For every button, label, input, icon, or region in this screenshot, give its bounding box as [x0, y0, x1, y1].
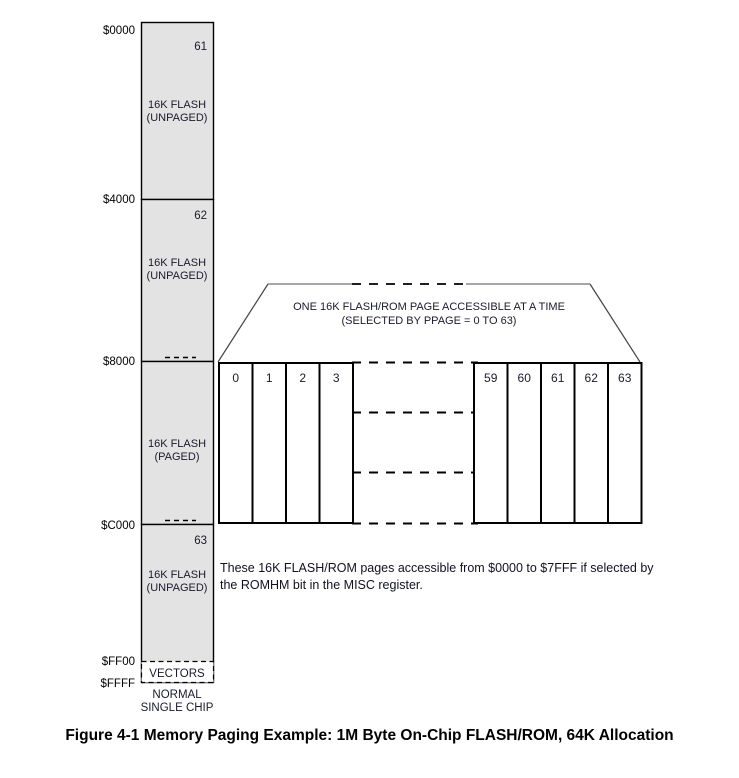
- callout-trapezoid: [218, 284, 640, 362]
- figure-caption: Figure 4-1 Memory Paging Example: 1M Byte On-Chip FLASH/ROM, 64K Allocation: [65, 727, 674, 744]
- memory-block-label-3-line1: 16K FLASH: [147, 569, 207, 581]
- page-box-label-62: 62: [584, 371, 598, 385]
- address-label-0000: $0000: [103, 25, 135, 37]
- address-label-c000: $C000: [101, 520, 135, 532]
- address-label-ffff: $FFFF: [100, 678, 135, 690]
- page-box-label-59: 59: [484, 371, 498, 385]
- page-box-2: [286, 363, 320, 523]
- memory-block-label-3-line2: (UNPAGED): [146, 582, 208, 594]
- memory-map-column: [101, 23, 214, 715]
- callout-label-line1: ONE 16K FLASH/ROM PAGE ACCESSIBLE AT A TIME: [293, 301, 565, 313]
- page-box-label-61: 61: [551, 371, 565, 385]
- page-box-label-0: 0: [232, 371, 240, 385]
- memory-block-page-number-0: 61: [194, 41, 207, 53]
- memory-block-label-2-line1: 16K FLASH: [147, 438, 207, 450]
- page-group-right: [474, 363, 642, 523]
- page-box-1: [253, 363, 287, 523]
- page-box-0: [219, 363, 253, 523]
- callout-right-leg: [590, 284, 640, 362]
- address-label-ff00: $FF00: [101, 656, 135, 668]
- page-box-60: [508, 363, 542, 523]
- address-label-8000: $8000: [103, 356, 135, 368]
- page-box-label-3: 3: [332, 371, 340, 385]
- note-line2: the ROMHM bit in the MISC register.: [220, 578, 423, 592]
- explanatory-note: [220, 561, 654, 592]
- memory-block-page-number-3: 63: [194, 535, 207, 547]
- mode-label-line1: NORMAL: [152, 689, 202, 701]
- callout-left-leg: [218, 284, 268, 362]
- page-group-left: [219, 363, 353, 523]
- memory-block-label-1-line1: 16K FLASH: [147, 257, 207, 269]
- page-box-59: [474, 363, 508, 523]
- memory-block-label-2-line2: (PAGED): [154, 451, 200, 463]
- address-label-4000: $4000: [103, 194, 135, 206]
- page-box-label-60: 60: [517, 371, 531, 385]
- page-group-ellipsis-connectors: [352, 363, 478, 524]
- page-box-63: [608, 363, 642, 523]
- page-box-label-1: 1: [265, 371, 273, 385]
- page-box-3: [320, 363, 354, 523]
- page-box-label-63: 63: [618, 371, 632, 385]
- page-box-label-2: 2: [299, 371, 307, 385]
- callout-label-line2: (SELECTED BY PPAGE = 0 TO 63): [341, 315, 517, 327]
- memory-block-label-0-line1: 16K FLASH: [147, 99, 207, 111]
- page-box-61: [541, 363, 575, 523]
- page-box-62: [575, 363, 609, 523]
- mode-label-line2: SINGLE CHIP: [140, 702, 214, 714]
- memory-block-label-1-line2: (UNPAGED): [146, 270, 208, 282]
- vectors-label: VECTORS: [149, 668, 205, 680]
- note-line1: These 16K FLASH/ROM pages accessible from $0000 to $7FFF if selected by: [220, 561, 654, 575]
- memory-block-3: [142, 525, 214, 683]
- memory-block-label-0-line2: (UNPAGED): [146, 112, 208, 124]
- memory-block-page-number-1: 62: [194, 210, 207, 222]
